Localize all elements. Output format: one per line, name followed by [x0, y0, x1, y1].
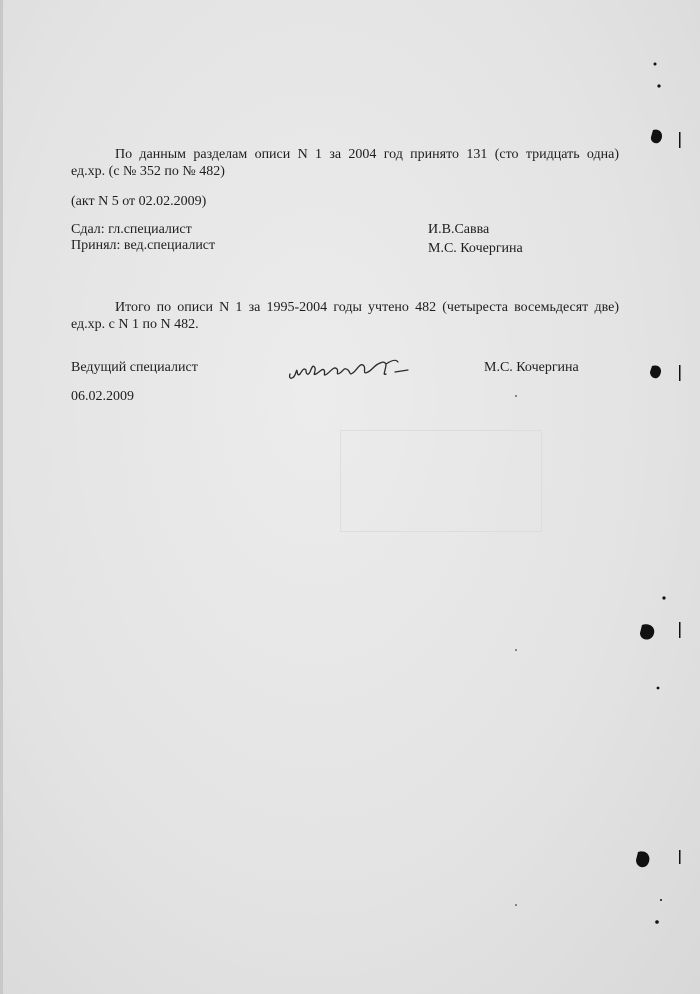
received-name: М.С. Кочергина — [428, 241, 523, 256]
gave-name: И.В.Савва — [428, 222, 490, 237]
paragraph-total-line2: ед.хр. с N 1 по N 482. — [71, 317, 199, 332]
act-reference: (акт N 5 от 02.02.2009) — [71, 194, 207, 209]
paragraph-total — [71, 299, 619, 333]
paragraph-total-line1: Итого по описи N 1 за 1995-2004 годы учтено 482 (четыреста восемьдесят две) — [115, 300, 619, 315]
document-date: 06.02.2009 — [71, 389, 134, 404]
signatory-role: Ведущий специалист — [71, 360, 198, 375]
received-role: Принял: вед.специалист — [71, 238, 216, 253]
paragraph-accepted-line2: ед.хр. (с № 352 по № 482) — [71, 164, 225, 179]
handwritten-signature — [282, 350, 412, 388]
signatory-name: М.С. Кочергина — [484, 360, 579, 375]
page-left-edge — [0, 0, 3, 994]
paragraph-accepted — [71, 146, 619, 180]
paragraph-accepted-line1: По данным разделам описи N 1 за 2004 год принято 131 (сто тридцать одна) — [115, 147, 619, 162]
gave-role: Сдал: гл.специалист — [71, 222, 192, 237]
faint-stamp-outline — [340, 430, 542, 532]
